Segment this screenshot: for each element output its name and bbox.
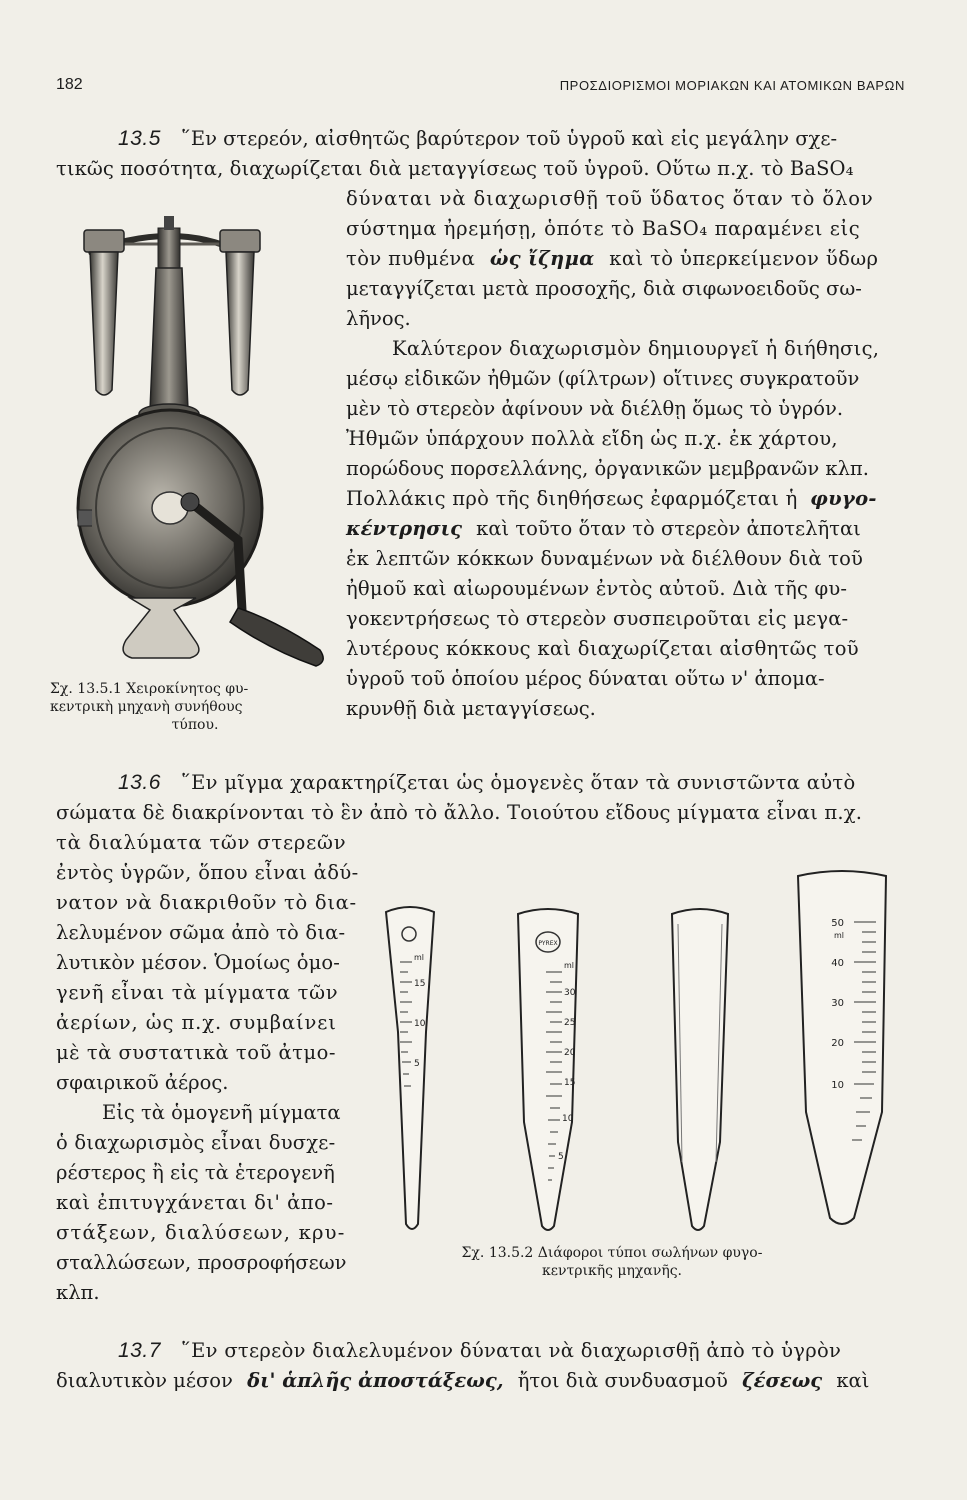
- figure-centrifuge-tubes: [378, 862, 908, 1242]
- tube-4-mark: 50: [831, 918, 844, 929]
- text-line: μὲν τὸ στερεὸν ἀφίνουν νὰ διέλθῃ ὅμως τὸ ὑγρόν.: [346, 397, 844, 420]
- section-number: 13.6: [118, 771, 161, 794]
- emphasis-term: δι' ἁπλῆς ἀποστάξεως,: [247, 1369, 504, 1392]
- text-line: γοκεντρήσεως τὸ στερεὸν συσπειροῦται εἰς μεγα-: [346, 607, 849, 630]
- text-line: πορώδους πορσελλάνης, ὀργανικῶν μεμβρανῶν κλπ.: [346, 457, 869, 480]
- tube-brand-label: PYREX: [538, 940, 558, 947]
- text-line: [56, 1366, 905, 1396]
- text-line: [56, 124, 905, 154]
- section-number: 13.7: [118, 1339, 161, 1362]
- text-line-content: ῞Εν μῖγμα χαρακτηρίζεται ὡς ὁμογενὲς ὅταν τὰ συνιστῶντα αὐτὸ: [181, 771, 856, 794]
- text-line: σφαιρικοῦ ἀέρος.: [56, 1071, 229, 1094]
- text-fragment: καὶ τοῦτο ὅταν τὸ στερεὸν ἀποτελῆται: [476, 517, 861, 540]
- text-line: λυτέρους κόκκους καὶ διαχωρίζεται αἰσθητῶς τοῦ: [346, 637, 859, 660]
- text-line: ὑγροῦ τοῦ ὁποίου μέρος δύναται οὕτω ν' ἀπομα-: [346, 667, 825, 690]
- emphasis-term: φυγο-: [810, 487, 877, 510]
- text-line: μὲ τὰ συστατικὰ τοῦ ἀτμο-: [56, 1041, 336, 1064]
- text-line: γενῆ εἶναι τὰ μίγματα τῶν: [56, 981, 339, 1004]
- text-line: στάξεων, διαλύσεων, κρυ-: [56, 1221, 346, 1244]
- section-13-5-intro: [56, 124, 905, 184]
- tube-4-mark: 20: [831, 1038, 844, 1049]
- tube-2: [518, 909, 578, 1230]
- text-line-content: ῞Εν στερεόν, αἰσθητῶς βαρύτερον τοῦ ὑγροῦ καὶ εἰς μεγάλην σχε-: [181, 127, 838, 150]
- tube-2-mark: 30: [564, 988, 576, 998]
- text-line: [56, 768, 905, 798]
- text-line: τικῶς ποσότητα, διαχωρίζεται διὰ μεταγγίσεως τοῦ ὑγροῦ. Οὕτω π.χ. τὸ BaSO₄: [56, 157, 854, 180]
- text-line: λυτικὸν μέσον. Ὁμοίως ὁμο-: [56, 951, 340, 974]
- text-line: [346, 244, 905, 274]
- text-line: σταλλώσεων, προσροφήσεων: [56, 1251, 347, 1274]
- text-line: μεταγγίζεται μετὰ προσοχῆς, διὰ σιφωνοειδοῦς σω-: [346, 277, 862, 300]
- text-line: σώματα δὲ διακρίνονται τὸ ἓν ἀπὸ τὸ ἄλλο. Τοιούτου εἴδους μίγματα εἶναι π.χ.: [56, 801, 863, 824]
- text-line: καὶ ἐπιτυγχάνεται δι' ἀπο-: [56, 1191, 334, 1214]
- text-line: ἐντὸς ὑγρῶν, ὅπου εἶναι ἀδύ-: [56, 861, 359, 884]
- text-line: κλπ.: [56, 1281, 100, 1304]
- text-line: ἀερίων, ὡς π.χ. συμβαίνει: [56, 1011, 337, 1034]
- section-13-5-column: [346, 184, 905, 724]
- text-line: σύστημα ἠρεμήσῃ, ὁπότε τὸ BaSO₄ παραμένει εἰς: [346, 217, 861, 240]
- figure-hand-centrifuge: [70, 210, 330, 675]
- tube-2-mark: 20: [564, 1048, 576, 1058]
- text-fragment: Πολλάκις πρὸ τῆς διηθήσεως ἐφαρμόζεται ἡ: [346, 487, 798, 510]
- section-13-6-column: [56, 828, 359, 1308]
- text-fragment: καὶ: [836, 1369, 870, 1392]
- text-fragment: ἤτοι διὰ συνδυασμοῦ: [517, 1369, 728, 1392]
- text-fragment: διαλυτικὸν μέσον: [56, 1369, 233, 1392]
- section-13-7: [56, 1336, 905, 1396]
- tube-4: [798, 871, 886, 1224]
- tube-1-mark: 5: [414, 1059, 420, 1069]
- text-line: [56, 1336, 905, 1366]
- text-line: ὁ διαχωρισμὸς εἶναι δυσχε-: [56, 1131, 336, 1154]
- tube-1-mark: ml: [414, 953, 425, 962]
- tube-2-mark: 25: [564, 1018, 576, 1028]
- text-line: νατον νὰ διακριθοῦν τὸ δια-: [56, 891, 357, 914]
- text-line: ἐκ λεπτῶν κόκκων δυναμένων νὰ διέλθουν διὰ τοῦ: [346, 547, 864, 570]
- running-head: ΠΡΟΣΔΙΟΡΙΣΜΟΙ ΜΟΡΙΑΚΩΝ ΚΑΙ ΑΤΟΜΙΚΩΝ ΒΑΡΩΝ: [559, 78, 905, 93]
- tube-4-mark: 40: [831, 958, 844, 969]
- page-header: [56, 76, 905, 98]
- text-line: δύναται νὰ διαχωρισθῇ τοῦ ὕδατος ὅταν τὸ ὅλον: [346, 187, 874, 210]
- text-line-content: ῞Εν στερεὸν διαλελυμένον δύναται νὰ διαχωρισθῇ ἀπὸ τὸ ὑγρὸν: [181, 1339, 842, 1362]
- section-number: 13.5: [118, 127, 161, 150]
- text-line: [346, 484, 905, 514]
- text-line: Καλύτερον διαχωρισμὸν δημιουργεῖ ἡ διήθησις,: [392, 337, 880, 360]
- tube-4-mark: ml: [833, 931, 844, 940]
- text-line: λελυμένον σῶμα ἀπὸ τὸ δια-: [56, 921, 346, 944]
- page-number: 182: [56, 76, 83, 93]
- text-line: ἠθμοῦ καὶ αἰωρουμένων ἐντὸς αὐτοῦ. Διὰ τῆς φυ-: [346, 577, 848, 600]
- tube-2-mark: 10: [562, 1114, 574, 1124]
- tube-1-mark: 15: [414, 979, 426, 989]
- caption-line: κεντρικὴ μηχανὴ συνήθους: [50, 699, 243, 715]
- tube-4-mark: 30: [831, 998, 844, 1009]
- emphasis-term: κέντρησις: [346, 517, 462, 540]
- figure-caption-13-5-1: [50, 680, 340, 734]
- caption-line: τύπου.: [171, 717, 219, 733]
- text-fragment: τὸν πυθμένα: [346, 247, 476, 270]
- tube-2-mark: 5: [558, 1152, 564, 1162]
- text-fragment: καὶ τὸ ὑπερκείμενον ὕδωρ: [609, 247, 879, 270]
- emphasis-term: ζέσεως: [742, 1369, 823, 1392]
- text-line: τὰ διαλύματα τῶν στερεῶν: [56, 831, 347, 854]
- text-line: [346, 514, 905, 544]
- caption-line: κεντρικῆς μηχανῆς.: [541, 1263, 683, 1279]
- section-13-6-intro: [56, 768, 905, 828]
- caption-line: Σχ. 13.5.2 Διάφοροι τύποι σωλήνων φυγο-: [461, 1245, 763, 1261]
- tube-1-mark: 10: [414, 1019, 426, 1029]
- emphasis-term: ὡς ἴζημα: [489, 247, 595, 270]
- centrifuge-tubes-illustration: [378, 862, 908, 1242]
- tube-3: [672, 909, 728, 1230]
- text-line: μέσῳ εἰδικῶν ἠθμῶν (φίλτρων) οἵτινες συγκρατοῦν: [346, 367, 860, 390]
- tube-2-mark: ml: [564, 961, 575, 970]
- hand-centrifuge-illustration: [70, 210, 330, 675]
- tube-1: [386, 907, 434, 1229]
- figure-caption-13-5-2: [412, 1244, 812, 1280]
- text-line: Εἰς τὰ ὁμογενῆ μίγματα: [102, 1101, 341, 1124]
- tube-2-mark: 15: [564, 1078, 576, 1088]
- caption-line: Σχ. 13.5.1 Χειροκίνητος φυ-: [50, 681, 249, 697]
- text-line: κρυνθῇ διὰ μεταγγίσεως.: [346, 697, 596, 720]
- text-line: Ἠθμῶν ὑπάρχουν πολλὰ εἴδη ὡς π.χ. ἐκ χάρτου,: [346, 427, 838, 450]
- text-line: ρέστερος ἢ εἰς τὰ ἑτερογενῆ: [56, 1161, 335, 1184]
- text-line: λῆνος.: [346, 307, 411, 330]
- tube-4-mark: 10: [831, 1080, 844, 1091]
